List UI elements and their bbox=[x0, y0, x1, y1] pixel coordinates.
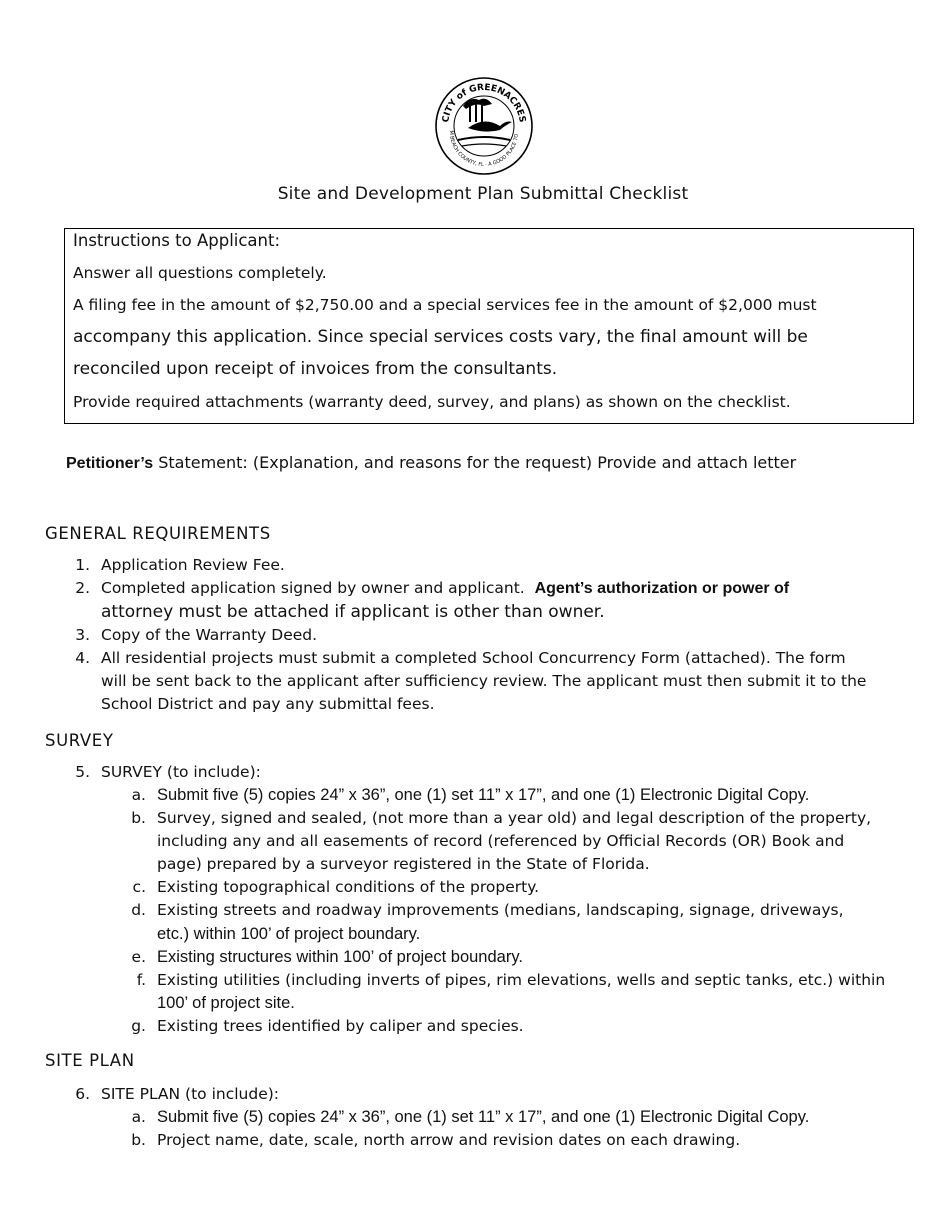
list-number: 6. bbox=[75, 1085, 90, 1103]
instruction-line: accompany this application. Since special services costs vary, the final amount will be bbox=[73, 327, 808, 347]
general-item-2 bbox=[101, 579, 789, 598]
page-title: Site and Development Plan Submittal Checklist bbox=[277, 184, 689, 204]
instructions-heading: Instructions to Applicant: bbox=[73, 231, 281, 250]
survey-heading: SURVEY bbox=[45, 731, 114, 750]
petitioner-text: Statement: (Explanation, and reasons for the request) Provide and attach letter bbox=[153, 453, 797, 472]
list-number: 4. bbox=[75, 649, 90, 667]
list-letter: g. bbox=[131, 1017, 146, 1035]
general-item-3: Copy of the Warranty Deed. bbox=[101, 626, 318, 644]
survey-subitem-e: Existing structures within 100’ of project boundary. bbox=[157, 948, 523, 966]
survey-subitem-b-line: Survey, signed and sealed, (not more than a year old) and legal description of the property, bbox=[157, 809, 872, 827]
petitioner-statement bbox=[66, 453, 796, 473]
general-item-4-line: will be sent back to the applicant after sufficiency review. The applicant must then submit it to the bbox=[101, 672, 867, 690]
list-number: 5. bbox=[75, 763, 90, 781]
instruction-line: Provide required attachments (warranty deed, survey, and plans) as shown on the checklist. bbox=[73, 393, 791, 411]
site-plan-subitem-b: Project name, date, scale, north arrow and revision dates on each drawing. bbox=[157, 1131, 741, 1149]
general-item-4-line: School District and pay any submittal fees. bbox=[101, 695, 435, 713]
survey-subitem-b-line: page) prepared by a surveyor registered in the State of Florida. bbox=[157, 855, 650, 873]
list-letter: b. bbox=[131, 1131, 146, 1149]
instruction-line: A filing fee in the amount of $2,750.00 and a special services fee in the amount of $2,000 must bbox=[73, 296, 817, 314]
site-plan-heading: SITE PLAN bbox=[45, 1051, 135, 1070]
city-seal-logo bbox=[434, 76, 534, 176]
general-item-1: Application Review Fee. bbox=[101, 556, 285, 574]
list-number: 3. bbox=[75, 626, 90, 644]
list-letter: e. bbox=[131, 948, 146, 966]
svg-text:CITY of GREENACRES: CITY of GREENACRES bbox=[441, 82, 527, 124]
survey-subitem-a: Submit five (5) copies 24” x 36”, one (1) set 11” x 17”, and one (1) Electronic Digital Copy. bbox=[157, 786, 810, 804]
instruction-line: Answer all questions completely. bbox=[73, 264, 327, 282]
list-letter: d. bbox=[131, 901, 146, 919]
site-plan-item: SITE PLAN (to include): bbox=[101, 1085, 280, 1103]
site-plan-subitem-a: Submit five (5) copies 24” x 36”, one (1) set 11” x 17”, and one (1) Electronic Digital Copy. bbox=[157, 1108, 810, 1126]
survey-subitem-g: Existing trees identified by caliper and species. bbox=[157, 1017, 524, 1035]
instruction-line: reconciled upon receipt of invoices from the consultants. bbox=[73, 359, 558, 379]
general-item-2-cont: attorney must be attached if applicant is other than owner. bbox=[101, 602, 605, 622]
survey-subitem-d-line: etc.) within 100’ of project boundary. bbox=[157, 925, 421, 943]
petitioner-label: Petitioner’s bbox=[66, 455, 154, 472]
agent-authorization-note: Agent’s authorization or power of bbox=[534, 580, 790, 597]
list-number: 2. bbox=[75, 579, 90, 597]
list-number: 1. bbox=[75, 556, 90, 574]
list-letter: a. bbox=[131, 1108, 146, 1126]
instructions-box bbox=[64, 228, 914, 424]
list-letter: a. bbox=[131, 786, 146, 804]
survey-subitem-d-line: Existing streets and roadway improvements (medians, landscaping, signage, driveways, bbox=[157, 901, 844, 919]
survey-subitem-f-line: Existing utilities (including inverts of pipes, rim elevations, wells and septic tanks, etc.) within bbox=[157, 971, 886, 989]
survey-subitem-c: Existing topographical conditions of the property. bbox=[157, 878, 540, 896]
general-requirements-heading: GENERAL REQUIREMENTS bbox=[45, 524, 271, 543]
general-item-2-text: Completed application signed by owner and applicant. bbox=[101, 579, 525, 597]
svg-text:PALM BEACH COUNTY, FL · A GOOD: M BEACH COUNTY, FL · A GOOD PLACE TO bbox=[447, 130, 520, 169]
survey-subitem-b-line: including any and all easements of record (referenced by Official Records (OR) Book and bbox=[157, 832, 845, 850]
survey-subitem-f-line: 100’ of project site. bbox=[157, 994, 295, 1012]
general-item-4-line: All residential projects must submit a completed School Concurrency Form (attached). The form bbox=[101, 649, 846, 667]
survey-item: SURVEY (to include): bbox=[101, 763, 261, 781]
list-letter: b. bbox=[131, 809, 146, 827]
list-letter: f. bbox=[136, 971, 146, 989]
list-letter: c. bbox=[132, 878, 146, 896]
